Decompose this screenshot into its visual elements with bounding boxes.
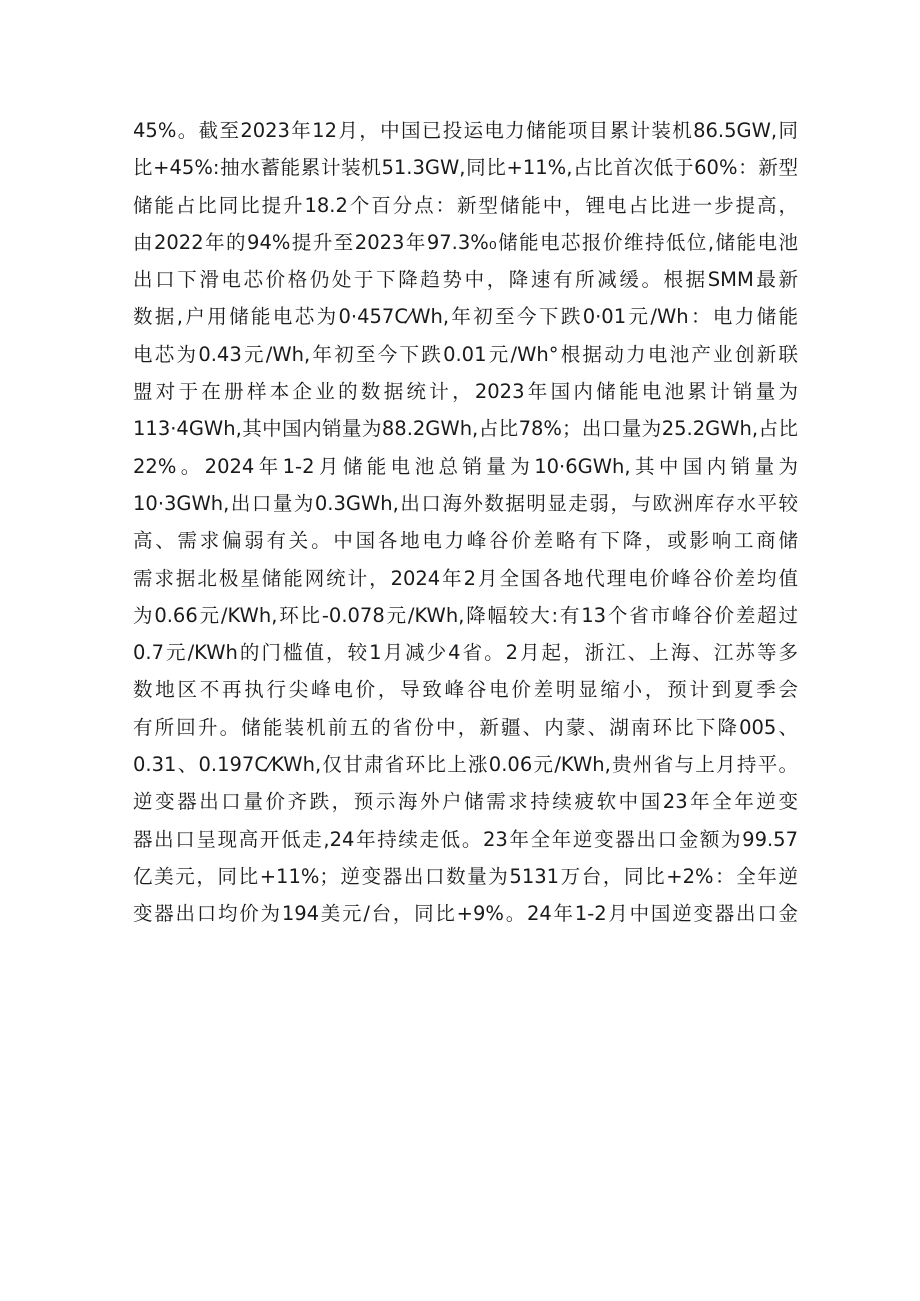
text-line: 113·4GWh,其中国内销量为88.2GWh,占比78%；出口量为25.2GWh,占比	[133, 417, 798, 441]
text-line: 变器出口均价为194美元/台，同比+9%。24年1-2月中国逆变器出口金	[133, 902, 798, 926]
text-line: 为0.66元/KWh,环比-0.078元/KWh,降幅较大:有13个省市峰谷价差超过	[133, 603, 798, 627]
text-line: 22%。2024年1-2月储能电池总销量为10·6GWh,其中国内销量为	[133, 454, 798, 478]
text-line: 10·3GWh,出口量为0.3GWh,出口海外数据明显走弱，与欧洲库存水平较	[133, 491, 798, 515]
text-line: 器出口呈现高开低走,24年持续走低。23年全年逆变器出口金额为99.57	[133, 827, 798, 851]
text-line: 逆变器出口量价齐跌，预示海外户储需求持续疲软中国23年全年逆变	[133, 790, 798, 814]
text-line: 出口下滑电芯价格仍处于下降趋势中，降速有所减缓。根据SMM最新	[133, 268, 798, 292]
text-line: 储能占比同比提升18.2个百分点：新型储能中，锂电占比进一步提高，	[133, 193, 798, 217]
text-line: 由2022年的94%提升至2023年97.3%₀储能电芯报价维持低位,储能电池	[133, 230, 798, 254]
body-paragraph	[133, 112, 798, 933]
text-line: 数地区不再执行尖峰电价，导致峰谷电价差明显缩小，预计到夏季会	[133, 678, 798, 702]
text-line: 比+45%:抽水蓄能累计装机51.3GW,同比+11%,占比首次低于60%：新型	[133, 156, 798, 180]
text-line: 0.7元/KWh的门槛值，较1月减少4省。2月起，浙江、上海、江苏等多	[133, 641, 798, 665]
text-line: 需求据北极星储能网统计，2024年2月全国各地代理电价峰谷价差均值	[133, 566, 798, 590]
text-line: 电芯为0.43元/Wh,年初至今下跌0.01元/Wh°根据动力电池产业创新联	[133, 342, 798, 366]
text-line: 盟对于在册样本企业的数据统计，2023年国内储能电池累计销量为	[133, 380, 798, 404]
text-line: 数据,户用储能电芯为0·457C⁄Wh,年初至今下跌0·01元/Wh：电力储能	[133, 305, 798, 329]
text-line: 0.31、0.197C⁄KWh,仅甘肃省环比上涨0.06元/KWh,贵州省与上月持平。	[133, 753, 798, 777]
text-line: 有所回升。储能装机前五的省份中，新疆、内蒙、湖南环比下降005、	[133, 715, 798, 739]
text-line: 亿美元，同比+11%；逆变器出口数量为5131万台，同比+2%：全年逆	[133, 864, 798, 888]
text-line: 高、需求偏弱有关。中国各地电力峰谷价差略有下降，或影响工商储	[133, 529, 798, 553]
text-line: 45%。截至2023年12月，中国已投运电力储能项目累计装机86.5GW,同	[133, 119, 798, 142]
